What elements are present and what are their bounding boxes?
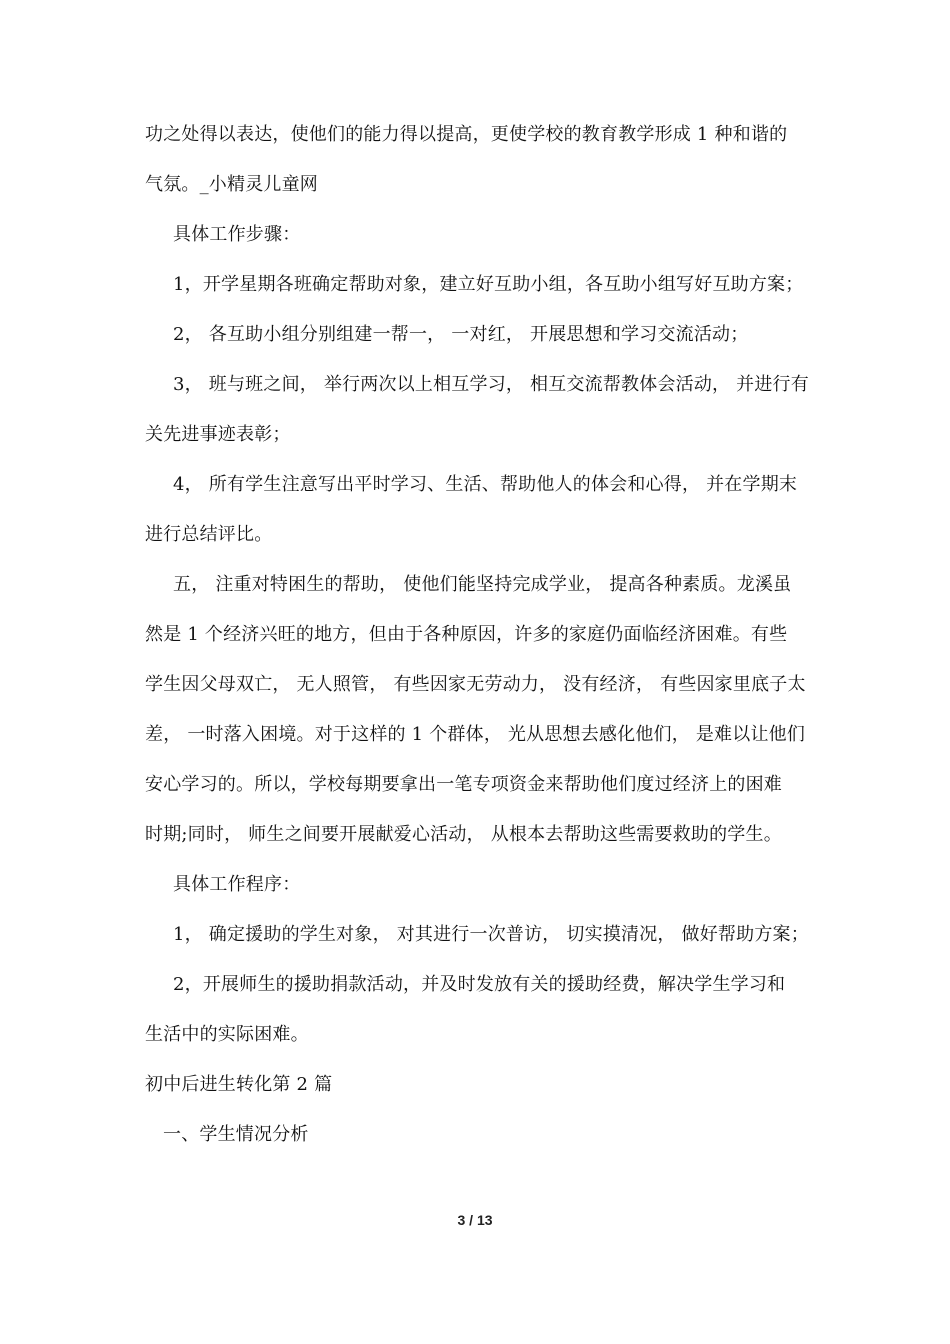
- list-item: 1，开学星期各班确定帮助对象，建立好互助小组，各互助小组写好互助方案；: [173, 274, 804, 295]
- body-text-line: 安心学习的。所以，学校每期要拿出一笔专项资金来帮助他们度过经济上的困难: [145, 774, 782, 795]
- body-text-line: 然是 1 个经济兴旺的地方，但由于各种原因，许多的家庭仍面临经济困难。有些: [145, 624, 788, 645]
- page-total: 13: [476, 1212, 493, 1228]
- body-text-line: 功之处得以表达，使他们的能力得以提高，更使学校的教育教学形成 1 种和谐的: [145, 124, 788, 145]
- section-heading: 初中后进生转化第 2 篇: [145, 1074, 333, 1095]
- body-text-line: 学生因父母双亡， 无人照管， 有些因家无劳动力， 没有经济， 有些因家里底子太: [145, 674, 806, 695]
- subsection-heading: 一、学生情况分析: [163, 1124, 309, 1145]
- list-item-continuation: 进行总结评比。: [145, 524, 273, 545]
- section-label: 具体工作程序：: [173, 874, 301, 895]
- list-item: 4， 所有学生注意写出平时学习、生活、帮助他人的体会和心得， 并在学期末: [173, 474, 798, 495]
- section-label: 具体工作步骤：: [173, 224, 301, 245]
- page-current: 3: [457, 1212, 466, 1228]
- body-text-line: 时期;同时， 师生之间要开展献爱心活动， 从根本去帮助这些需要救助的学生。: [145, 824, 782, 845]
- list-item: 2， 各互助小组分别组建一帮一， 一对红， 开展思想和学习交流活动；: [173, 324, 749, 345]
- body-text-line: 五， 注重对特困生的帮助， 使他们能坚持完成学业， 提高各种素质。龙溪虽: [173, 574, 792, 595]
- page-separator: /: [469, 1212, 474, 1228]
- document-body: [145, 110, 817, 1160]
- list-item-continuation: 关先进事迹表彰；: [145, 424, 291, 445]
- list-item: 3， 班与班之间， 举行两次以上相互学习， 相互交流帮教体会活动， 并进行有: [173, 374, 809, 395]
- list-item: 1， 确定援助的学生对象， 对其进行一次普访， 切实摸清况， 做好帮助方案；: [173, 924, 809, 945]
- list-item-continuation: 生活中的实际困难。: [145, 1024, 309, 1045]
- body-text-line: 气氛。_小精灵儿童网: [145, 174, 318, 195]
- page-number: [0, 1212, 950, 1228]
- body-text-line: 差， 一时落入困境。对于这样的 1 个群体， 光从思想去感化他们， 是难以让他们: [145, 724, 806, 745]
- list-item: 2，开展师生的援助捐款活动，并及时发放有关的援助经费，解决学生学习和: [173, 974, 786, 995]
